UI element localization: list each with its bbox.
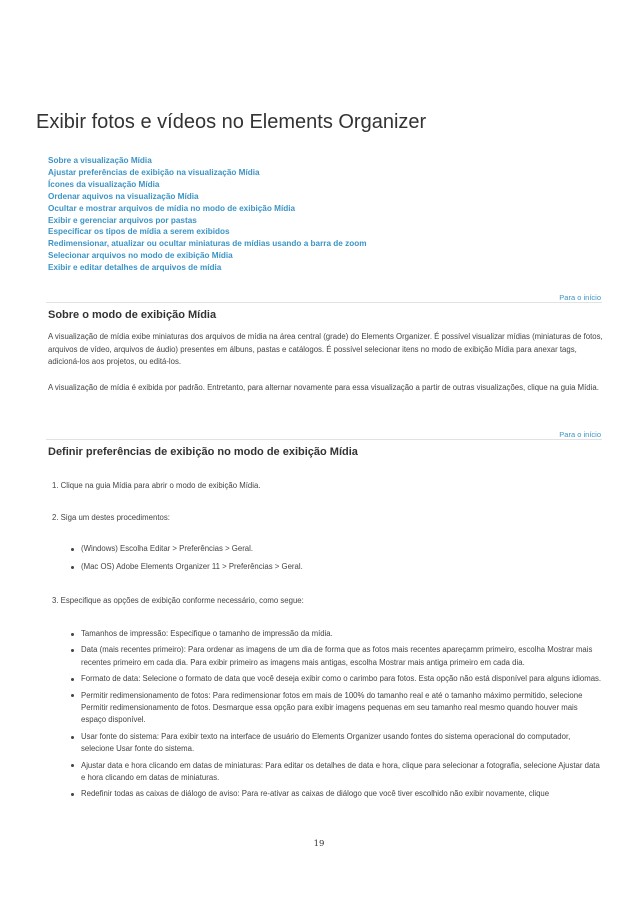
step-3-options: [70, 628, 602, 801]
toc-link-ajustar-preferencias[interactable]: Ajustar preferências de exibição na visualização Mídia: [48, 167, 260, 177]
section-divider: [46, 302, 602, 303]
section-heading-sobre: Sobre o modo de exibição Mídia: [48, 309, 217, 321]
section-paragraph: A visualização de mídia exibe miniaturas dos arquivos de mídia na área central (grade) do Elements Organizer. É possível visualizar mídias (miniaturas de fotos, arquivos de vídeo, arquivos de áudio) presentes em álbuns, pastas e catálogos. É possível selecionar itens no modo de exibição Mídia para anexar tags, adicioná-los aos projetos, ou editá-los.: [48, 332, 603, 367]
toc-item[interactable]: [48, 179, 366, 191]
toc-item[interactable]: [48, 226, 366, 238]
toc-item[interactable]: [48, 215, 366, 227]
list-item: [70, 788, 602, 800]
step-2-options: [70, 543, 602, 574]
toc-item[interactable]: [48, 203, 366, 215]
toc-item[interactable]: [48, 250, 366, 262]
bullet-icon: [71, 633, 74, 636]
step-1: 1. Clique na guia Mídia para abrir o modo de exibição Mídia.: [52, 481, 261, 490]
toc-link-sobre[interactable]: Sobre a visualização Mídia: [48, 156, 152, 165]
toc-item[interactable]: [48, 167, 366, 179]
section-heading-definir-preferencias: Definir preferências de exibição no modo de exibição Mídia: [48, 446, 358, 458]
toc-link-redimensionar[interactable]: Redimensionar, atualizar ou ocultar miniaturas de mídias usando a barra de zoom: [48, 239, 367, 249]
list-item: [70, 760, 602, 785]
toc-link-pastas[interactable]: Exibir e gerenciar arquivos por pastas: [48, 215, 197, 225]
list-item-text: Formato de data: Selecione o formato de data que você deseja exibir como o carimbo para fotos. Esta opção não está disponível para alguns idiomas.: [81, 674, 602, 684]
toc-link-ordenar[interactable]: Ordenar aquivos na visualização Mídia: [48, 191, 199, 201]
toc-item[interactable]: [48, 155, 366, 167]
list-item-text: Ajustar data e hora clicando em datas de miniaturas: Para editar os detalhes de data e hora, clique para selecionar a fotografia, selecione Ajustar data e hora clicando em datas de miniaturas.: [81, 760, 600, 783]
bullet-icon: [71, 736, 74, 739]
toc-link-icones[interactable]: Ícones da visualização Mídia: [48, 179, 160, 189]
bullet-icon: [71, 764, 74, 767]
list-item-text: Usar fonte do sistema: Para exibir texto na interface de usuário do Elements Organizer usando fontes do sistema operacional do computador, selecione Usar fonte do sistema.: [81, 731, 571, 754]
toc-item[interactable]: [48, 191, 366, 203]
list-item-text: (Windows) Escolha Editar > Preferências > Geral.: [81, 544, 254, 553]
toc-link-tipos-midia[interactable]: Especificar os tipos de mídia a serem exibidos: [48, 227, 230, 237]
list-item-text: Data (mais recentes primeiro): Para ordenar as imagens de um dia de forma que as fotos mais recentes apareçamm primeiro, escolha Mostrar mais recentes primeiro em cada dia. Para exibir primeiro as imagens mais antigas, escolha Mostrar mais antiga primeiro em cada dia.: [81, 645, 593, 667]
list-item: [70, 644, 602, 669]
back-to-top-link[interactable]: Para o início: [559, 430, 601, 439]
section-divider: [46, 439, 602, 440]
toc-link-ocultar-mostrar[interactable]: Ocultar e mostrar arquivos de mídia no modo de exibição Mídia: [48, 203, 296, 213]
list-item: [70, 690, 602, 727]
list-item: [70, 673, 602, 685]
bullet-icon: [71, 678, 74, 681]
list-item-text: Redefinir todas as caixas de diálogo de aviso: Para re-ativar as caixas de diálogo que você tiver escolhido não exibir novamente, clique: [81, 789, 550, 799]
list-item: [70, 561, 602, 573]
section-paragraph: A visualização de mídia é exibida por padrão. Entretanto, para alternar novamente para essa visualização a partir de outras visualizações, clique na guia Mídia.: [48, 383, 599, 392]
page-title: Exibir fotos e vídeos no Elements Organizer: [36, 111, 427, 133]
bullet-icon: [71, 694, 74, 697]
list-item-text: (Mac OS) Adobe Elements Organizer 11 > Preferências > Geral.: [81, 562, 303, 572]
list-item: [70, 731, 602, 756]
step-2: 2. Siga um destes procedimentos:: [52, 513, 170, 522]
page-number: 19: [313, 839, 325, 849]
step-3: 3. Especifique as opções de exibição conforme necessário, como segue:: [52, 596, 304, 605]
list-item: [70, 628, 602, 640]
toc-item[interactable]: [48, 238, 366, 250]
bullet-icon: [71, 548, 74, 551]
table-of-contents: [48, 155, 366, 274]
list-item: [70, 543, 602, 555]
bullet-icon: [71, 649, 74, 652]
list-item-text: Tamanhos de impressão: Especifique o tamanho de impressão da mídia.: [81, 629, 333, 638]
back-to-top-link[interactable]: Para o início: [559, 293, 601, 302]
bullet-icon: [71, 566, 74, 569]
bullet-icon: [71, 793, 74, 796]
toc-link-detalhes[interactable]: Exibir e editar detalhes de arquivos de mídia: [48, 263, 222, 273]
list-item-text: Permitir redimensionamento de fotos: Para redimensionar fotos em mais de 100% do tamanho real e até o tamanho máximo permitido, selecione Permitir redimensionamento de fotos. Desmarque essa opção para exibir imagens pequenas em seu tamanho real mesmo quando houver mais espaço disponível.: [81, 690, 583, 725]
toc-item[interactable]: [48, 262, 366, 274]
toc-link-selecionar[interactable]: Selecionar arquivos no modo de exibição Mídia: [48, 251, 233, 261]
